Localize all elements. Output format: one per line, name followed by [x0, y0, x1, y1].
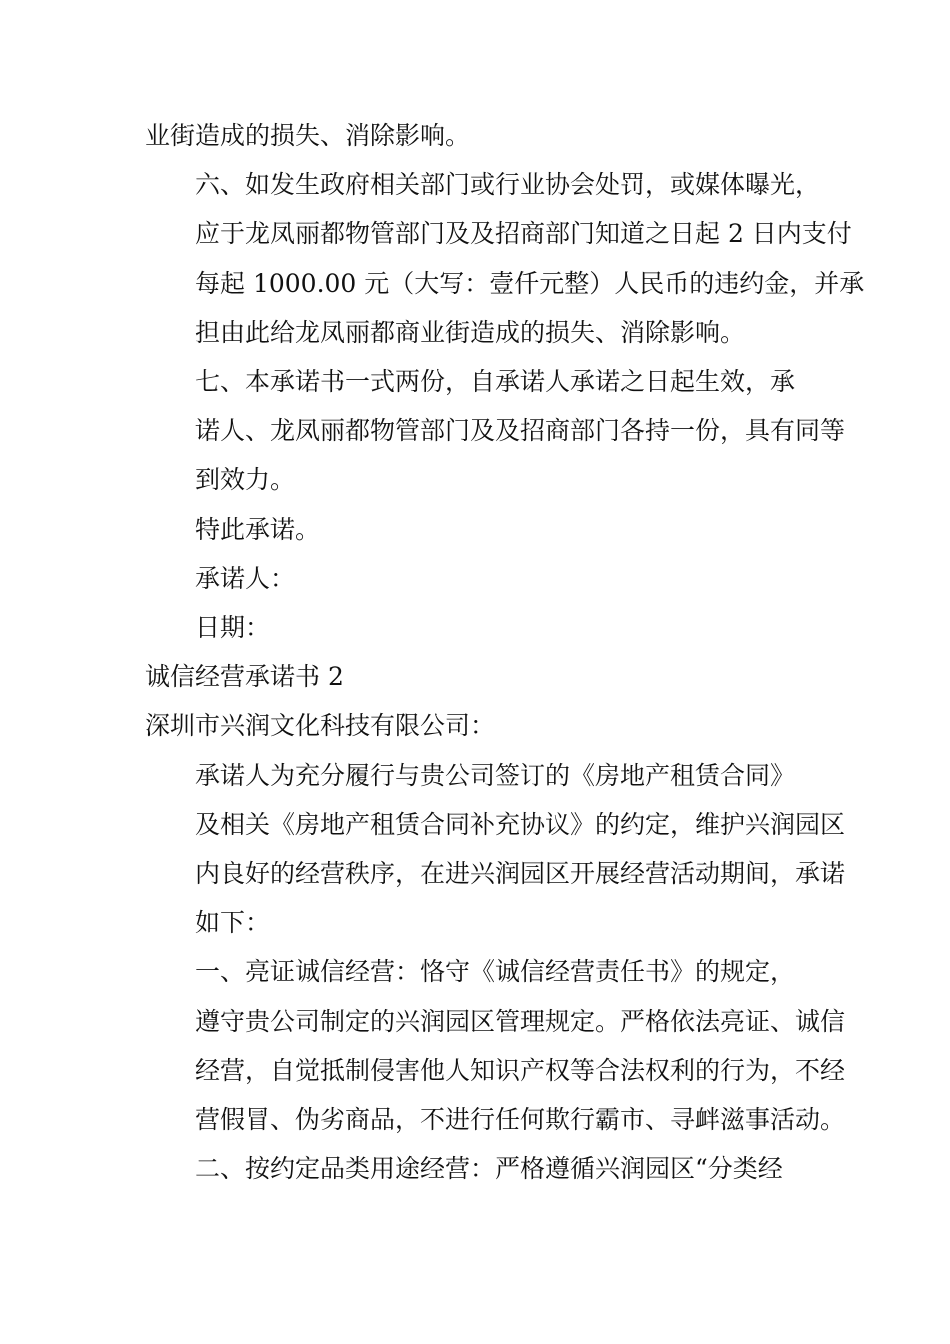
text-line: 承诺人： [195, 563, 296, 593]
text-line: 内良好的经营秩序，在进兴润园区开展经营活动期间，承诺 [195, 859, 846, 889]
text-line: 担由此给龙凤丽都商业街造成的损失、消除影响。 [195, 317, 746, 347]
paragraph-hereby [145, 505, 810, 554]
paragraph-clause-6 [145, 160, 865, 357]
text-line: 及相关《房地产租赁合同补充协议》的约定，维护兴润园区 [195, 809, 846, 839]
text-line: 诺人、龙凤丽都物管部门及及招商部门各持一份，具有同等 [195, 416, 846, 446]
text-line: 深圳市兴润文化科技有限公司： [145, 711, 496, 741]
paragraph-clause-7 [145, 357, 846, 505]
text-line: 营假冒、伪劣商品，不进行任何欺行霸市、寻衅滋事活动。 [195, 1105, 846, 1135]
text-line: 遵守贵公司制定的兴润园区管理规定。严格依法亮证、诚信 [195, 1006, 846, 1036]
paragraph-date [145, 603, 810, 652]
paragraph-item-2 [145, 1144, 810, 1193]
text-line: 业街造成的损失、消除影响。 [145, 121, 471, 150]
text-line: 如下： [195, 908, 271, 938]
paragraph-promisor [145, 554, 810, 603]
paragraph-item-1 [145, 947, 846, 1144]
text-line: 诚信经营承诺书 2 [145, 662, 344, 692]
text-line: 经营，自觉抵制侵害他人知识产权等合法权利的行为，不经 [195, 1055, 846, 1085]
document-body [145, 111, 865, 1193]
text-line: 一、亮证诚信经营：恪守《诚信经营责任书》的规定， [195, 957, 796, 987]
text-line: 承诺人为充分履行与贵公司签订的《房地产租赁合同》 [195, 760, 796, 790]
text-line: 二、按约定品类用途经营：严格遵循兴润园区“分类经 [195, 1154, 783, 1184]
text-line: 七、本承诺书一式两份，自承诺人承诺之日起生效，承 [195, 367, 796, 397]
text-line: 应于龙凤丽都物管部门及及招商部门知道之日起 2 日内支付 [195, 219, 852, 249]
paragraph-title-2 [145, 652, 810, 701]
text-line: 每起 1000.00 元（大写：壹仟元整）人民币的违约金，并承 [195, 268, 865, 298]
text-line: 日期： [195, 613, 271, 643]
text-line: 特此承诺。 [195, 514, 321, 544]
text-line: 六、如发生政府相关部门或行业协会处罚，或媒体曝光， [195, 170, 821, 200]
text-line: 到效力。 [195, 465, 296, 495]
paragraph-addressee [145, 701, 810, 750]
paragraph-preamble [145, 751, 846, 948]
paragraph-intro-tail [145, 111, 810, 160]
